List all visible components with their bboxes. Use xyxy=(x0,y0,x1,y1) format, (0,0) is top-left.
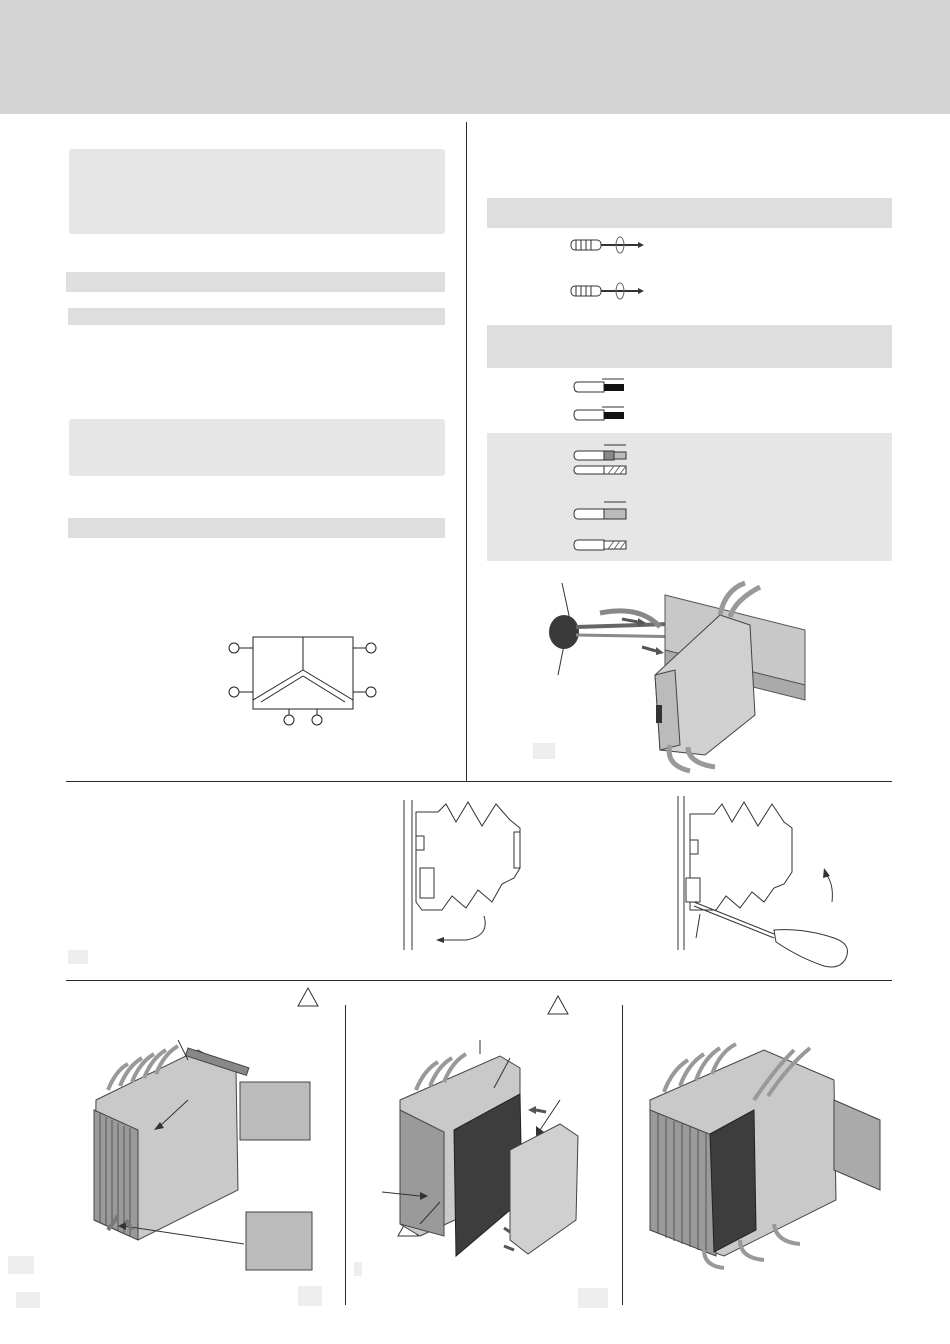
assembled-module-row xyxy=(644,1040,884,1270)
ferrule-icon-1 xyxy=(572,443,632,475)
note-box xyxy=(69,149,445,234)
section-bar-3 xyxy=(68,518,445,538)
bottom-divider-1 xyxy=(345,1005,346,1305)
screwdriver-icon-1 xyxy=(570,236,645,254)
column-divider xyxy=(466,122,467,782)
bridging-comb-assembly xyxy=(8,1030,318,1310)
stripped-wire-icon-2 xyxy=(572,406,630,422)
stripped-wire-icon-1 xyxy=(572,378,630,394)
ferrule-icon-2 xyxy=(572,500,632,522)
band-divider-top xyxy=(66,781,892,782)
bottom-divider-2 xyxy=(622,1005,623,1305)
tools-title-bar xyxy=(487,198,892,228)
partition-plate-assembly xyxy=(360,1040,610,1310)
warning-triangle-icon xyxy=(296,986,320,1008)
ferrule-icon-3 xyxy=(572,538,632,552)
warning-box xyxy=(69,419,445,476)
screwdriver-icon-2 xyxy=(570,282,645,300)
wiring-illustration xyxy=(530,575,840,775)
block-diagram xyxy=(226,632,381,728)
section-bar-1 xyxy=(66,272,445,292)
wire-title-bar xyxy=(487,325,892,368)
ferrule-panel xyxy=(487,433,892,561)
warning-triangle-icon xyxy=(546,994,570,1016)
rail-mount-diagram xyxy=(398,798,548,956)
rail-removal-diagram xyxy=(674,794,864,974)
page-header xyxy=(0,0,950,114)
section-bar-2 xyxy=(68,308,445,325)
band-divider-bottom xyxy=(66,980,892,981)
